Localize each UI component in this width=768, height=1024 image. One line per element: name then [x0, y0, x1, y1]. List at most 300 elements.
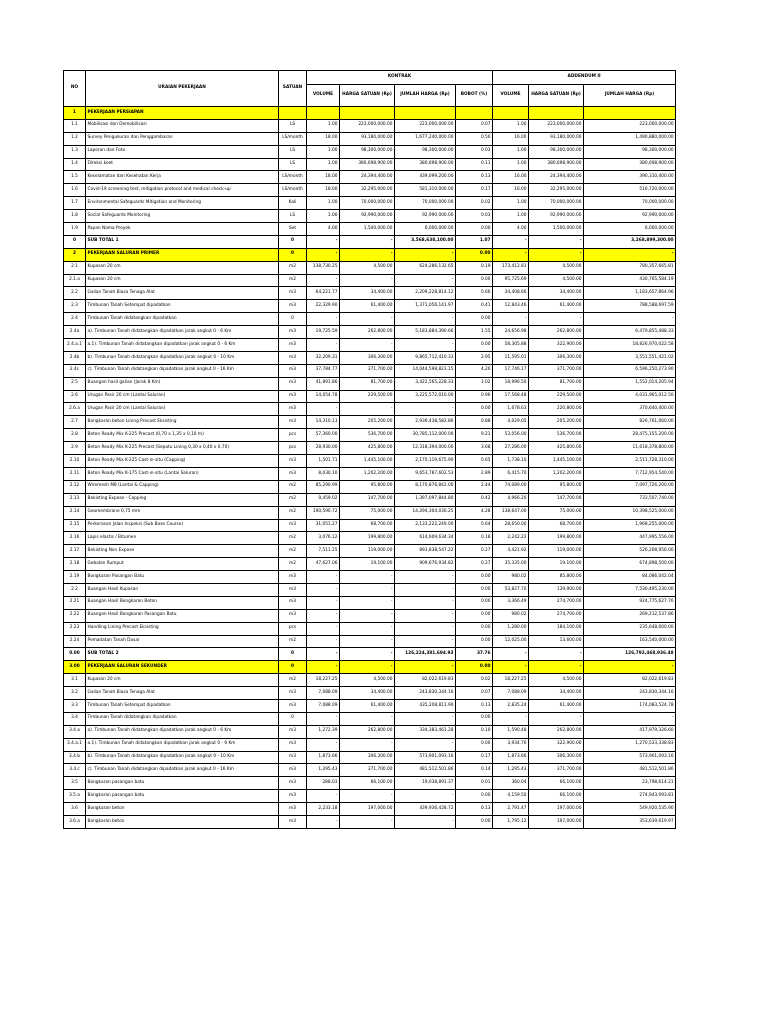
cell-uraian: PEKERJAAN SALURAN PRIMER — [86, 248, 279, 261]
cell-harga-satuan: 61,400.00 — [340, 699, 395, 712]
cell-volume: 7,511.25 — [307, 545, 340, 558]
cell-jumlah-harga: - — [395, 790, 456, 803]
cell-volume: - — [307, 661, 340, 674]
cell-volume: 1,873.66 — [307, 751, 340, 764]
cell-bobot: 0.13 — [456, 171, 493, 184]
table-row — [64, 506, 676, 519]
cell-harga-satuan-addendum: 197,000.00 — [529, 803, 584, 816]
cell-volume-addendum: 35,335.00 — [493, 558, 529, 571]
cell-uraian: SUB TOTAL 1 — [86, 235, 279, 248]
cell-satuan: m3 — [279, 815, 307, 828]
cell-harga-satuan-addendum: 13,600.00 — [529, 635, 584, 648]
table-row — [64, 442, 676, 455]
table-row — [64, 429, 676, 442]
cell-no: 3.6.a — [64, 815, 86, 828]
cell-harga-satuan: 66,100.00 — [340, 777, 395, 790]
cell-no: 1.6 — [64, 184, 86, 197]
cell-jumlah-harga: 380,698,900.00 — [395, 158, 456, 171]
cell-satuan: pcs — [279, 429, 307, 442]
cell-harga-satuan-addendum: - — [529, 248, 584, 261]
cell-uraian: Laporan dan Foto — [86, 145, 279, 158]
cell-satuan: m2 — [279, 635, 307, 648]
cell-jumlah-harga: - — [395, 313, 456, 326]
cell-bobot: 0.00 — [456, 571, 493, 584]
cell-volume-addendum: 53,056.00 — [493, 429, 529, 442]
cell-uraian: Beton Ready Mix K-175 Cast-in-situ (Lantai Saluran) — [86, 467, 279, 480]
cell-no: 2.2 — [64, 583, 86, 596]
cell-satuan: pcs — [279, 442, 307, 455]
cell-bobot: 0.19 — [456, 261, 493, 274]
cell-satuan: m3 — [279, 364, 307, 377]
cell-volume-addendum: 1.00 — [493, 197, 529, 210]
cell-no: 2.7 — [64, 416, 86, 429]
cell-volume-addendum: 53,827.70 — [493, 583, 529, 596]
cell-uraian: Galian Tanah Biasa Tenaga Alat — [86, 287, 279, 300]
cell-jumlah-harga-addendum: 674,898,500.00 — [584, 558, 676, 571]
cell-bobot — [456, 107, 493, 120]
cell-bobot: 2.95 — [456, 351, 493, 364]
table-row — [64, 364, 676, 377]
cell-volume: - — [307, 790, 340, 803]
cell-bobot: 0.17 — [456, 751, 493, 764]
cell-satuan: LS — [279, 119, 307, 132]
cell-volume-addendum: 1,678.63 — [493, 403, 529, 416]
cell-volume: 18,227.25 — [307, 674, 340, 687]
cell-no: 2.17 — [64, 545, 86, 558]
cell-bobot: 0.00 — [456, 313, 493, 326]
cell-bobot: 0.00 — [456, 596, 493, 609]
cell-jumlah-harga: 1,371,056,141.97 — [395, 300, 456, 313]
cell-bobot: 0.00 — [456, 635, 493, 648]
cell-satuan: m3 — [279, 519, 307, 532]
cell-bobot: 0.27 — [456, 545, 493, 558]
cell-uraian: Keselamatan dan Kesehatan Kerja — [86, 171, 279, 184]
cell-satuan: 0 — [279, 648, 307, 661]
cell-volume: 47,627.06 — [307, 558, 340, 571]
cell-harga-satuan: 92,990,000.00 — [340, 210, 395, 223]
table-row — [64, 171, 676, 184]
cell-uraian: Bekisting Non Expose — [86, 545, 279, 558]
table-row — [64, 815, 676, 828]
cell-uraian: PEKERJAAN PERSIAPAN — [86, 107, 279, 120]
cell-harga-satuan-addendum: 1,445,100.00 — [529, 455, 584, 468]
cell-jumlah-harga: 5,183,884,390.66 — [395, 326, 456, 339]
cell-bobot: 0.18 — [456, 532, 493, 545]
table-row — [64, 467, 676, 480]
cell-satuan: m3 — [279, 339, 307, 352]
cell-bobot: 0.01 — [456, 777, 493, 790]
cell-harga-satuan-addendum: 61,400.00 — [529, 699, 584, 712]
cell-harga-satuan-addendum: 223,000,000.00 — [529, 119, 584, 132]
cell-jumlah-harga-addendum: 18,826,970,022.58 — [584, 339, 676, 352]
table-row — [64, 480, 676, 493]
cell-harga-satuan-addendum: 205,200.00 — [529, 416, 584, 429]
cell-bobot: 0.00 — [456, 712, 493, 725]
cell-no: 2.6.a — [64, 403, 86, 416]
cell-jumlah-harga: 2,170,119,675.90 — [395, 455, 456, 468]
cell-jumlah-harga-addendum: 7,712,954,540.00 — [584, 467, 676, 480]
cell-harga-satuan-addendum: 184,100.00 — [529, 622, 584, 635]
cell-uraian: Bongkaran Pasangan Batu — [86, 571, 279, 584]
table-row — [64, 145, 676, 158]
cell-jumlah-harga: 30,785,112,000.00 — [395, 429, 456, 442]
cell-uraian: Galian Tanah Biasa Tenaga Alat — [86, 687, 279, 700]
cell-harga-satuan-addendum: 274,700.00 — [529, 596, 584, 609]
cell-harga-satuan-addendum: 371,700.00 — [529, 764, 584, 777]
cell-satuan: m3 — [279, 764, 307, 777]
cell-jumlah-harga-addendum: 243,830,344.16 — [584, 687, 676, 700]
subtotal-row — [64, 648, 676, 661]
cell-jumlah-harga-addendum: 28,475,155,200.00 — [584, 429, 676, 442]
cell-uraian: a). Timbunan Tanah didatangkan dipadatkan jarak angkut 0 - 6 Km — [86, 326, 279, 339]
cell-uraian: b). Timbunan Tanah didatangkan dipadatkan jarak angkut 0 - 10 Km — [86, 351, 279, 364]
cell-satuan: m3 — [279, 287, 307, 300]
cell-jumlah-harga-addendum: 430,765,584.19 — [584, 274, 676, 287]
cell-jumlah-harga: - — [395, 661, 456, 674]
cell-volume: 7,088.09 — [307, 699, 340, 712]
cell-no: 2.3 — [64, 300, 86, 313]
cell-harga-satuan: 1,202,200.00 — [340, 467, 395, 480]
cell-jumlah-harga: 8,170,876,842.00 — [395, 480, 456, 493]
cell-jumlah-harga-addendum: 573,901,093.16 — [584, 751, 676, 764]
table-row — [64, 351, 676, 364]
cell-jumlah-harga: 909,676,934.82 — [395, 558, 456, 571]
cell-bobot: 1.02 — [456, 377, 493, 390]
cell-no: 3.4.a.1 — [64, 738, 86, 751]
cell-harga-satuan: - — [340, 339, 395, 352]
cell-volume: 1.00 — [307, 158, 340, 171]
cell-volume: - — [307, 571, 340, 584]
cell-bobot: 0.00 — [456, 815, 493, 828]
cell-no: 2 — [64, 248, 86, 261]
cell-harga-satuan-addendum: 119,000.00 — [529, 545, 584, 558]
cell-jumlah-harga-addendum: 826,761,060.00 — [584, 416, 676, 429]
cell-uraian: Lapis elastis / Bitumen — [86, 532, 279, 545]
cell-uraian: Urugan Pasir 20 cm (Lantai Saluran) — [86, 390, 279, 403]
cell-no: 3.4.c — [64, 764, 86, 777]
header-jumlah-harga-addendum: JUMLAH HARGA (Rp) — [584, 85, 676, 107]
cell-volume: 138,730.25 — [307, 261, 340, 274]
cell-no: 2.4 — [64, 313, 86, 326]
cell-bobot: 0.00 — [456, 274, 493, 287]
cell-satuan: m3 — [279, 571, 307, 584]
cell-harga-satuan-addendum: 92,990,000.00 — [529, 210, 584, 223]
cell-volume-addendum: 1,590.48 — [493, 725, 529, 738]
header-uraian-pekerjaan: URAIAN PEKERJAAN — [86, 71, 279, 107]
rab-sheet — [63, 70, 675, 829]
cell-bobot: 0.00 — [456, 339, 493, 352]
cell-jumlah-harga-addendum: 6,479,855,488.33 — [584, 326, 676, 339]
cell-uraian: Kupasan 20 cm — [86, 274, 279, 287]
cell-volume-addendum: 1,738.10 — [493, 455, 529, 468]
cell-uraian: Beton Ready Mix K-225 Precast (Sepatu Lining 0,30 x 0,40 x 0,70) — [86, 442, 279, 455]
cell-jumlah-harga: - — [395, 339, 456, 352]
cell-satuan: m3 — [279, 687, 307, 700]
cell-jumlah-harga-addendum: 7,097,726,200.00 — [584, 480, 676, 493]
cell-volume-addendum: 2,835.24 — [493, 699, 529, 712]
cell-satuan: LS — [279, 210, 307, 223]
cell-harga-satuan-addendum: 199,800.00 — [529, 532, 584, 545]
cell-satuan: LS/month — [279, 132, 307, 145]
cell-satuan: m2 — [279, 274, 307, 287]
table-row — [64, 558, 676, 571]
cell-jumlah-harga-addendum: 4,031,965,012.50 — [584, 390, 676, 403]
cell-uraian: Kupasan 20 cm — [86, 674, 279, 687]
cell-no: 2.5 — [64, 377, 86, 390]
cell-harga-satuan: 371,700.00 — [340, 364, 395, 377]
cell-uraian: Covid-19 screening test, mitigation protocol and medical check-up — [86, 184, 279, 197]
cell-no: 2.6 — [64, 390, 86, 403]
cell-bobot: 2.89 — [456, 467, 493, 480]
cell-harga-satuan: - — [340, 571, 395, 584]
cell-harga-satuan-addendum: 425,800.00 — [529, 442, 584, 455]
cell-uraian: Timbunan Tanah didatangkan dipadatkan — [86, 712, 279, 725]
cell-uraian: Buangan Hasil Bongkaran Pasangan Batu — [86, 609, 279, 622]
cell-volume: - — [307, 248, 340, 261]
cell-jumlah-harga: 2,936,438,582.86 — [395, 416, 456, 429]
cell-uraian: c). Timbunan Tanah didatangkan dipadatkan jarak angkut 0 - 16 Km — [86, 764, 279, 777]
cell-volume-addendum: 12,843.46 — [493, 300, 529, 313]
cell-volume-addendum: - — [493, 235, 529, 248]
cell-bobot: 0.14 — [456, 764, 493, 777]
cell-bobot: 0.00 — [456, 583, 493, 596]
cell-harga-satuan: 93,180,000.00 — [340, 132, 395, 145]
cell-volume: 1,501.71 — [307, 455, 340, 468]
cell-volume: - — [307, 622, 340, 635]
cell-harga-satuan: - — [340, 622, 395, 635]
cell-jumlah-harga-addendum: 780,357,665.81 — [584, 261, 676, 274]
header-jumlah-harga: JUMLAH HARGA (Rp) — [395, 85, 456, 107]
cell-jumlah-harga-addendum: 3,551,551,421.02 — [584, 351, 676, 364]
cell-harga-satuan: - — [340, 790, 395, 803]
cell-volume: - — [307, 815, 340, 828]
cell-volume-addendum: 17,568.48 — [493, 390, 529, 403]
table-row — [64, 197, 676, 210]
cell-uraian: c). Timbunan Tanah didatangkan dipadatkan jarak angkut 0 - 16 Km — [86, 364, 279, 377]
cell-uraian: Environmental Safeguards Mitigation and Monitoring — [86, 197, 279, 210]
cell-volume: 1,295.43 — [307, 764, 340, 777]
cell-jumlah-harga-addendum: 353,639,619.97 — [584, 815, 676, 828]
cell-volume: - — [307, 648, 340, 661]
cell-satuan: m3 — [279, 777, 307, 790]
cell-jumlah-harga-addendum: 6,596,250,273.90 — [584, 364, 676, 377]
cell-no: 3.4 — [64, 712, 86, 725]
cell-harga-satuan-addendum: 147,700.00 — [529, 493, 584, 506]
cell-harga-satuan-addendum: 262,800.00 — [529, 326, 584, 339]
cell-bobot: 0.50 — [456, 132, 493, 145]
cell-harga-satuan: - — [340, 738, 395, 751]
cell-jumlah-harga-addendum: 6,000,000.00 — [584, 223, 676, 236]
cell-uraian: Timbunan Tanah Setempat dipadatkan — [86, 699, 279, 712]
cell-volume-addendum: 74,089.00 — [493, 480, 529, 493]
cell-jumlah-harga: - — [395, 609, 456, 622]
cell-jumlah-harga-addendum: 269,212,537.86 — [584, 609, 676, 622]
cell-jumlah-harga-addendum: 163,540,000.00 — [584, 635, 676, 648]
cell-volume-addendum: 16.00 — [493, 184, 529, 197]
cell-volume-addendum: 980.02 — [493, 571, 529, 584]
table-row — [64, 571, 676, 584]
cell-satuan: m3 — [279, 390, 307, 403]
table-body — [64, 107, 676, 829]
header-no: NO — [64, 71, 86, 107]
cell-harga-satuan: - — [340, 712, 395, 725]
cell-uraian: Bekisting Expose - Capping — [86, 493, 279, 506]
cell-satuan: m3 — [279, 699, 307, 712]
cell-jumlah-harga-addendum: 549,920,535.90 — [584, 803, 676, 816]
cell-bobot: 0.00 — [456, 622, 493, 635]
cell-no: 2.19 — [64, 571, 86, 584]
table-row — [64, 545, 676, 558]
cell-satuan — [279, 107, 307, 120]
cell-harga-satuan-addendum: 229,500.00 — [529, 390, 584, 403]
cell-bobot: 0.13 — [456, 803, 493, 816]
cell-volume: 1.00 — [307, 210, 340, 223]
table-row — [64, 326, 676, 339]
cell-jumlah-harga-addendum: 82,022,619.83 — [584, 674, 676, 687]
cell-volume-addendum: 17,746.17 — [493, 364, 529, 377]
cell-jumlah-harga-addendum: 70,000,000.00 — [584, 197, 676, 210]
cell-bobot: 0.41 — [456, 300, 493, 313]
cell-jumlah-harga: - — [395, 712, 456, 725]
cell-jumlah-harga-addendum: 447,995,556.00 — [584, 532, 676, 545]
cell-harga-satuan-addendum: 322,900.00 — [529, 339, 584, 352]
cell-bobot: 4.28 — [456, 506, 493, 519]
cell-harga-satuan-addendum: - — [529, 235, 584, 248]
cell-volume-addendum: 1.00 — [493, 119, 529, 132]
table-row — [64, 674, 676, 687]
cell-harga-satuan-addendum: 1,500,000.00 — [529, 223, 584, 236]
cell-jumlah-harga-addendum: 380,698,900.00 — [584, 158, 676, 171]
table-row — [64, 313, 676, 326]
cell-jumlah-harga: 12,318,394,000.00 — [395, 442, 456, 455]
cell-uraian: Gebalan Rumput — [86, 558, 279, 571]
cell-satuan: m3 — [279, 351, 307, 364]
cell-no: 2.4c — [64, 364, 86, 377]
cell-bobot: 0.17 — [456, 184, 493, 197]
cell-jumlah-harga-addendum: 2,511,728,310.00 — [584, 455, 676, 468]
cell-harga-satuan: 262,800.00 — [340, 326, 395, 339]
table-row — [64, 287, 676, 300]
cell-jumlah-harga-addendum: 23,798,614.21 — [584, 777, 676, 790]
cell-jumlah-harga: 3,568,638,100.00 — [395, 235, 456, 248]
cell-jumlah-harga: 223,000,000.00 — [395, 119, 456, 132]
cell-satuan: LS — [279, 145, 307, 158]
cell-bobot: 0.00 — [456, 248, 493, 261]
cell-harga-satuan-addendum: 95,800.00 — [529, 480, 584, 493]
cell-bobot: 0.42 — [456, 493, 493, 506]
cell-harga-satuan-addendum: 4,500.00 — [529, 674, 584, 687]
cell-jumlah-harga: 6,000,000.00 — [395, 223, 456, 236]
table-row — [64, 725, 676, 738]
cell-satuan: LS/month — [279, 184, 307, 197]
cell-volume: 8,030.10 — [307, 467, 340, 480]
cell-volume: 64,221.77 — [307, 287, 340, 300]
cell-jumlah-harga: 1,677,240,000.00 — [395, 132, 456, 145]
cell-jumlah-harga: 893,838,547.22 — [395, 545, 456, 558]
table-row — [64, 493, 676, 506]
cell-volume-addendum: 4,159.50 — [493, 790, 529, 803]
cell-volume-addendum: 2,242.22 — [493, 532, 529, 545]
cell-jumlah-harga-addendum: 1,490,880,000.00 — [584, 132, 676, 145]
cell-harga-satuan: 306,300.00 — [340, 751, 395, 764]
cell-satuan: m3 — [279, 803, 307, 816]
cell-harga-satuan: 81,700.00 — [340, 377, 395, 390]
cell-volume-addendum: 12,025.00 — [493, 635, 529, 648]
cell-uraian: Geomembrane 0,75 mm — [86, 506, 279, 519]
cell-uraian: Wiremesh M8 (Lantai & Capping) — [86, 480, 279, 493]
cell-volume: 1.00 — [307, 145, 340, 158]
cell-no: 1.9 — [64, 223, 86, 236]
cell-harga-satuan: - — [340, 248, 395, 261]
cell-harga-satuan: 34,400.00 — [340, 287, 395, 300]
cell-volume-addendum: 1.00 — [493, 145, 529, 158]
cell-harga-satuan-addendum: 4,500.00 — [529, 274, 584, 287]
cell-bobot: 0.00 — [456, 609, 493, 622]
cell-volume-addendum: 1.00 — [493, 158, 529, 171]
cell-jumlah-harga: 481,512,501.86 — [395, 764, 456, 777]
cell-volume-addendum: 7,088.09 — [493, 687, 529, 700]
cell-jumlah-harga-addendum: 733,507,740.00 — [584, 493, 676, 506]
cell-volume-addendum: - — [493, 648, 529, 661]
cell-uraian: Bongkaran pasangan batu — [86, 790, 279, 803]
cell-bobot: 0.00 — [456, 223, 493, 236]
cell-harga-satuan-addendum: 32,295,000.00 — [529, 184, 584, 197]
cell-jumlah-harga: 14,294,304,030.25 — [395, 506, 456, 519]
cell-volume: 190,590.72 — [307, 506, 340, 519]
table-row — [64, 416, 676, 429]
cell-no: 1.2 — [64, 132, 86, 145]
cell-volume: 57,360.00 — [307, 429, 340, 442]
cell-harga-satuan: 24,394,400.00 — [340, 171, 395, 184]
cell-jumlah-harga — [395, 107, 456, 120]
cell-harga-satuan: 1,500,000.00 — [340, 223, 395, 236]
cell-harga-satuan-addendum: 68,700.00 — [529, 519, 584, 532]
table-row — [64, 712, 676, 725]
cell-volume: - — [307, 738, 340, 751]
cell-harga-satuan: 34,400.00 — [340, 687, 395, 700]
header-harga-satuan: HARGA SATUAN (Rp) — [340, 85, 395, 107]
cell-uraian: Bongkaran pasangan batu — [86, 777, 279, 790]
cell-volume: 28,930.00 — [307, 442, 340, 455]
header-bobot: BOBOT (%) — [456, 85, 493, 107]
cell-no: 3.4.b — [64, 751, 86, 764]
cell-volume-addendum: 4,421.92 — [493, 545, 529, 558]
cell-jumlah-harga-addendum: - — [584, 248, 676, 261]
cell-satuan: m2 — [279, 674, 307, 687]
cell-harga-satuan: - — [340, 648, 395, 661]
cell-satuan: m2 — [279, 558, 307, 571]
cell-volume: 3,076.12 — [307, 532, 340, 545]
cell-volume: 19,725.59 — [307, 326, 340, 339]
cell-jumlah-harga: - — [395, 635, 456, 648]
cell-volume: - — [307, 313, 340, 326]
cell-harga-satuan-addendum: 81,700.00 — [529, 377, 584, 390]
cell-volume: - — [307, 403, 340, 416]
cell-jumlah-harga-addendum: 1,270,533,338.83 — [584, 738, 676, 751]
cell-harga-satuan: 223,000,000.00 — [340, 119, 395, 132]
cell-no: 1.5 — [64, 171, 86, 184]
rab-table — [63, 70, 676, 829]
cell-jumlah-harga-addendum: 370,640,400.00 — [584, 403, 676, 416]
cell-harga-satuan: - — [340, 596, 395, 609]
cell-satuan: m3 — [279, 609, 307, 622]
cell-harga-satuan-addendum: 536,700.00 — [529, 429, 584, 442]
cell-uraian: a.1). Timbunan Tanah didatangkan dipadatkan jarak angkut 0 - 6 Km — [86, 738, 279, 751]
cell-volume-addendum: 1,295.43 — [493, 764, 529, 777]
table-row — [64, 377, 676, 390]
cell-satuan: m3 — [279, 790, 307, 803]
cell-uraian: a). Timbunan Tanah didatangkan dipadatkan jarak angkut 0 - 6 Km — [86, 725, 279, 738]
